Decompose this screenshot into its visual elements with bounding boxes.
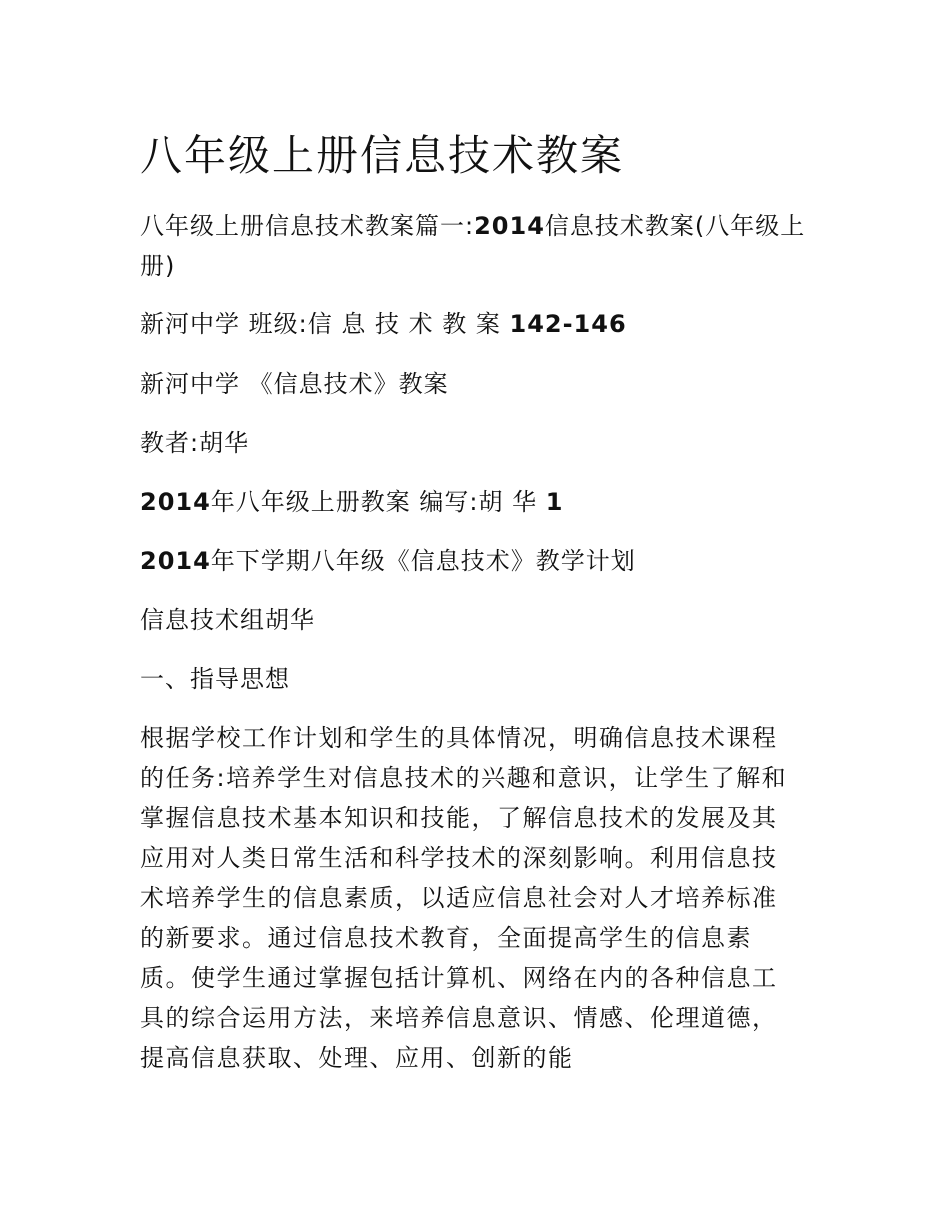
body-paragraph: 根据学校工作计划和学生的具体情况，明确信息技术课程的任务:培养学生对信息技术的兴趣和意识，让学生了解和掌握信息技术基本知识和技能，了解信息技术的发展及其应用对人类日常生活和科学技术的深刻影响。利用信息技术培养学生的信息素质，以适应信息社会对人才培养标准的新要求。通过信息技术教育，全面提高学生的信息素质。使学生通过掌握包括计算机、网络在内的各种信息工具的综合运用方法，来培养信息意识、情感、伦理道德，提高信息获取、处理、应用、创新的能 [140, 724, 788, 1072]
class-number: 142-146 [509, 310, 627, 338]
edition-text: 年八年级上册教案 编写:胡 华 [210, 488, 546, 516]
school-class-text: 新河中学 班级:信 息 技 术 教 案 [140, 310, 510, 338]
section-heading: 一、指导思想 [140, 665, 290, 693]
school-plan-line: 新河中学 《信息技术》教案 [140, 370, 449, 398]
semester-year: 2014 [140, 547, 211, 575]
edition-page: 1 [545, 488, 564, 516]
semester-text: 年下学期八年级《信息技术》教学计划 [210, 547, 636, 575]
document-title: 八年级上册信息技术教案 [140, 131, 625, 180]
semester-plan-line [140, 541, 636, 581]
teacher-line: 教者:胡华 [140, 429, 250, 457]
edition-year: 2014 [140, 488, 211, 516]
subtitle-year: 2014 [474, 212, 545, 240]
edition-line [140, 482, 563, 522]
subtitle-rest: 信息技术教案(八年级上册) [140, 212, 806, 280]
school-class-line [140, 304, 627, 344]
subtitle [140, 206, 810, 286]
group-line: 信息技术组胡华 [140, 606, 315, 634]
subtitle-prefix: 八年级上册信息技术教案篇一: [140, 212, 475, 240]
